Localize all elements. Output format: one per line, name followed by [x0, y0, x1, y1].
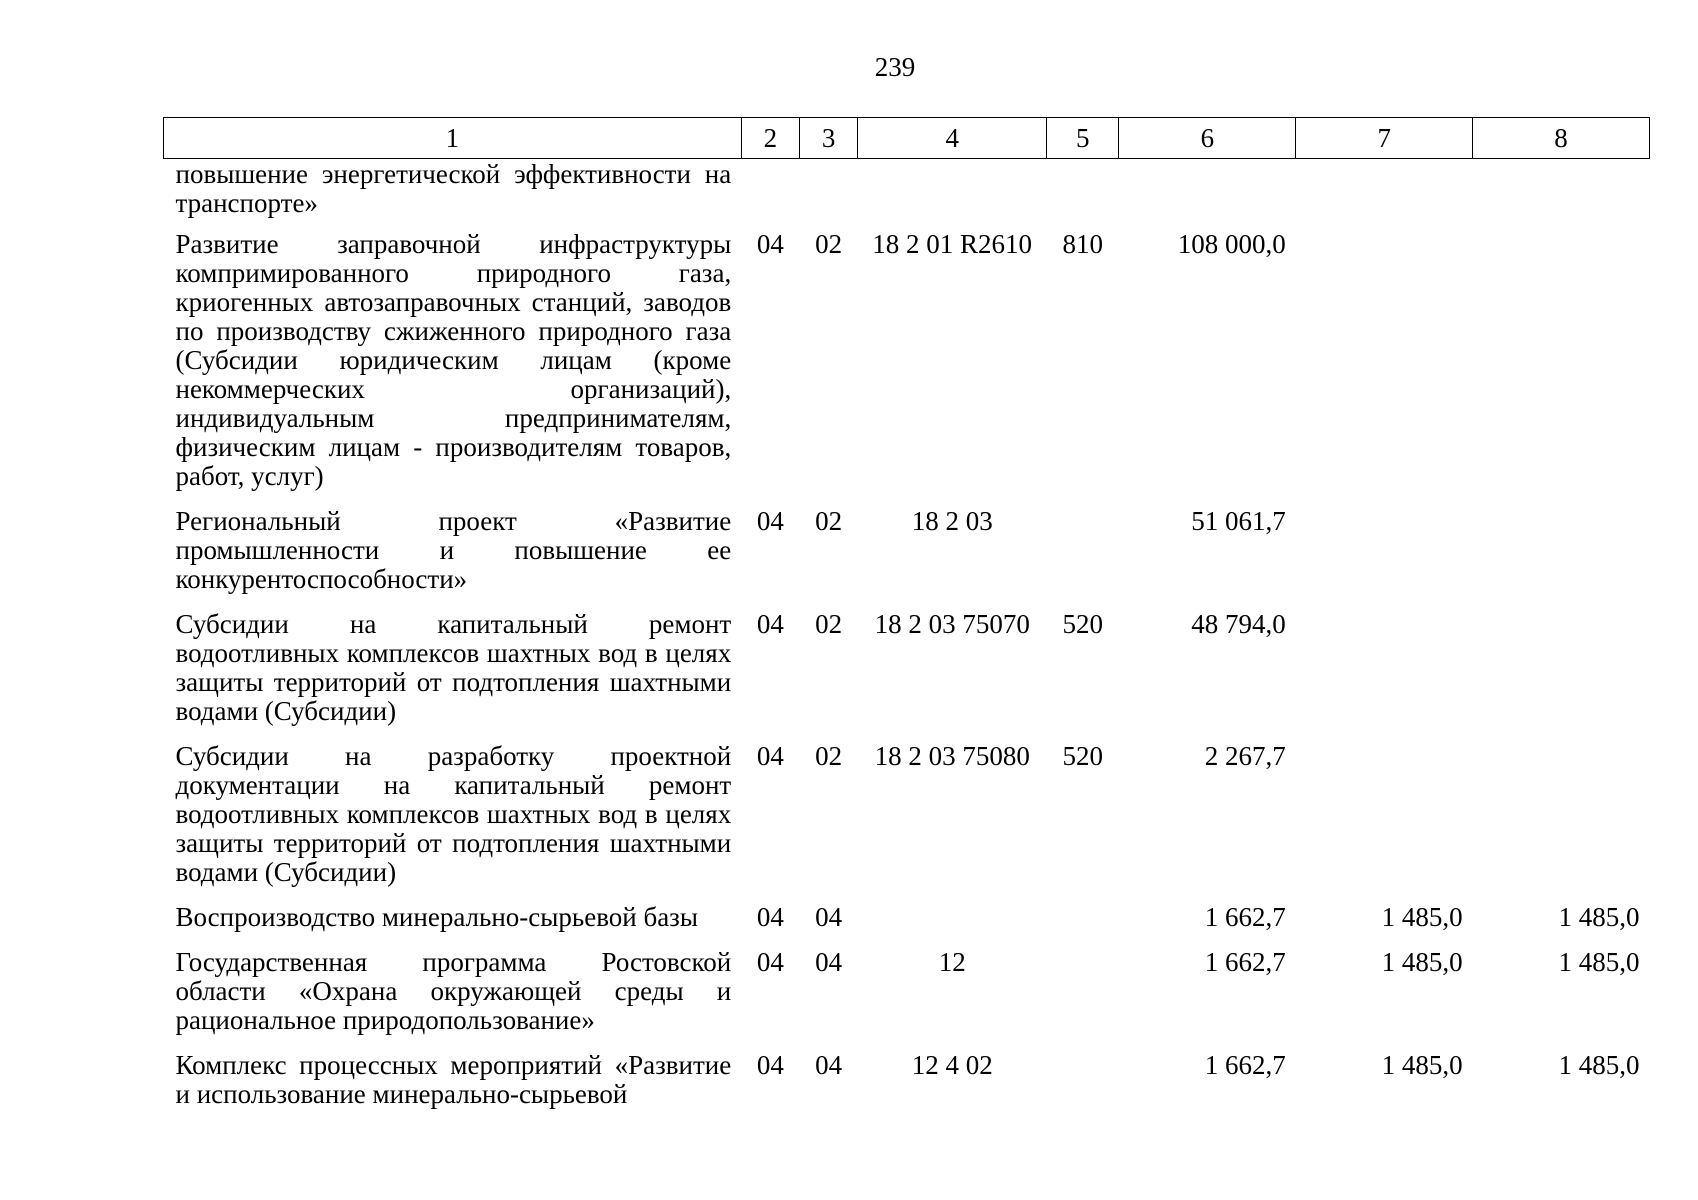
- row-expense-type: 810: [1062, 229, 1104, 259]
- row-amount-col8: [1473, 507, 1650, 610]
- row-amount-col7: [1296, 507, 1473, 610]
- row-name: Субсидии на капитальный ремонт водоотливных комплексов шахтных вод в целях защиты территорий от подтопления шахтными водами (Субсидии): [175, 609, 732, 726]
- row-amount-col8: 1 485,0: [1558, 902, 1640, 932]
- row-section: 04: [756, 229, 784, 259]
- row-section: 04: [756, 741, 784, 771]
- row-amount-col6: 2 267,7: [1204, 741, 1286, 771]
- header-row: [164, 118, 1650, 159]
- row-amount-col7: 1 485,0: [1381, 902, 1463, 932]
- row-amount-col8: [1473, 159, 1650, 231]
- row-target-article: 18 2 03 75080: [874, 741, 1030, 771]
- row-amount-col8: [1473, 742, 1650, 903]
- row-name: Субсидии на разработку проектной документации на капитальный ремонт водоотливных комплексов шахтных вод в целях защиты территорий от подтопления шахтными водами (Субсидии): [175, 741, 732, 887]
- row-name: Комплекс процессных мероприятий «Развитие и использование минерально-сырьевой: [175, 1050, 732, 1109]
- row-amount-col6: 1 662,7: [1204, 902, 1286, 932]
- header-col-6: 6: [1119, 118, 1296, 159]
- row-amount-col6: 48 794,0: [1191, 609, 1286, 639]
- table-row: [164, 903, 1650, 948]
- row-amount-col6: [1119, 159, 1296, 231]
- row-section: 04: [756, 609, 784, 639]
- table-body: [164, 159, 1650, 1126]
- row-expense-type: [1047, 159, 1119, 231]
- row-expense-type: [1047, 1051, 1119, 1125]
- header-col-4: 4: [858, 118, 1047, 159]
- row-target-article: 12 4 02: [911, 1050, 993, 1080]
- table-row: [164, 742, 1650, 903]
- row-amount-col8: 1 485,0: [1558, 947, 1640, 977]
- header-col-3: 3: [799, 118, 857, 159]
- row-amount-col7: [1296, 610, 1473, 742]
- row-amount-col6: 1 662,7: [1204, 1050, 1286, 1080]
- header-col-8: 8: [1473, 118, 1650, 159]
- row-amount-col7: [1296, 159, 1473, 231]
- row-subsection: 02: [815, 741, 843, 771]
- row-expense-type: [1047, 507, 1119, 610]
- budget-table: [163, 117, 1650, 1125]
- row-subsection: 02: [815, 229, 843, 259]
- header-col-7: 7: [1296, 118, 1473, 159]
- table-row: [164, 948, 1650, 1051]
- row-target-article: 18 2 03: [911, 506, 993, 536]
- row-amount-col7: [1296, 742, 1473, 903]
- row-name: Развитие заправочной инфраструктуры компримированного природного газа, криогенных автозаправочных станций, заводов по производству сжиженного природного газа (Субсидии юридическим лицам (кроме некоммерческих организаций), индивидуальным предпринимателям, физическим лицам - производителям товаров, работ, услуг): [175, 229, 732, 491]
- row-name: Воспроизводство минерально-сырьевой базы: [175, 902, 698, 932]
- page-number: 239: [874, 52, 916, 82]
- row-amount-col8: [1473, 230, 1650, 507]
- row-subsection: [799, 159, 857, 231]
- row-section: 04: [756, 1050, 784, 1080]
- row-amount-col7: 1 485,0: [1381, 947, 1463, 977]
- row-target-article: [858, 159, 1047, 231]
- row-target-article: 18 2 01 R2610: [872, 229, 1033, 259]
- row-amount-col8: [1473, 610, 1650, 742]
- row-section: 04: [756, 506, 784, 536]
- row-subsection: 02: [815, 609, 843, 639]
- table-row: [164, 1051, 1650, 1125]
- row-expense-type: [1047, 948, 1119, 1051]
- row-expense-type: 520: [1062, 609, 1104, 639]
- row-section: [741, 159, 799, 231]
- table-row: [164, 610, 1650, 742]
- row-expense-type: 520: [1062, 741, 1104, 771]
- table-row: [164, 507, 1650, 610]
- row-amount-col6: 1 662,7: [1204, 947, 1286, 977]
- row-target-article: 12: [938, 947, 966, 977]
- row-subsection: 02: [815, 506, 843, 536]
- row-subsection: 04: [815, 902, 843, 932]
- row-subsection: 04: [815, 947, 843, 977]
- row-expense-type: [1047, 903, 1119, 948]
- row-amount-col6: 51 061,7: [1191, 506, 1286, 536]
- row-amount-col6: 108 000,0: [1177, 229, 1286, 259]
- row-target-article: [858, 903, 1047, 948]
- header-col-2: 2: [741, 118, 799, 159]
- row-target-article: 18 2 03 75070: [874, 609, 1030, 639]
- row-section: 04: [756, 902, 784, 932]
- table-header: [164, 118, 1650, 159]
- row-name: Региональный проект «Развитие промышленности и повышение ее конкурентоспособности»: [175, 506, 732, 594]
- row-name: Государственная программа Ростовской области «Охрана окружающей среды и рациональное природопользование»: [175, 947, 732, 1035]
- row-amount-col7: 1 485,0: [1381, 1050, 1463, 1080]
- row-amount-col8: 1 485,0: [1558, 1050, 1640, 1080]
- table-row: [164, 230, 1650, 507]
- row-name: повышение энергетической эффективности на транспорте»: [175, 159, 732, 218]
- table-row: [164, 159, 1650, 231]
- row-amount-col7: [1296, 230, 1473, 507]
- header-col-1: 1: [164, 118, 742, 159]
- row-subsection: 04: [815, 1050, 843, 1080]
- row-section: 04: [756, 947, 784, 977]
- header-col-5: 5: [1047, 118, 1119, 159]
